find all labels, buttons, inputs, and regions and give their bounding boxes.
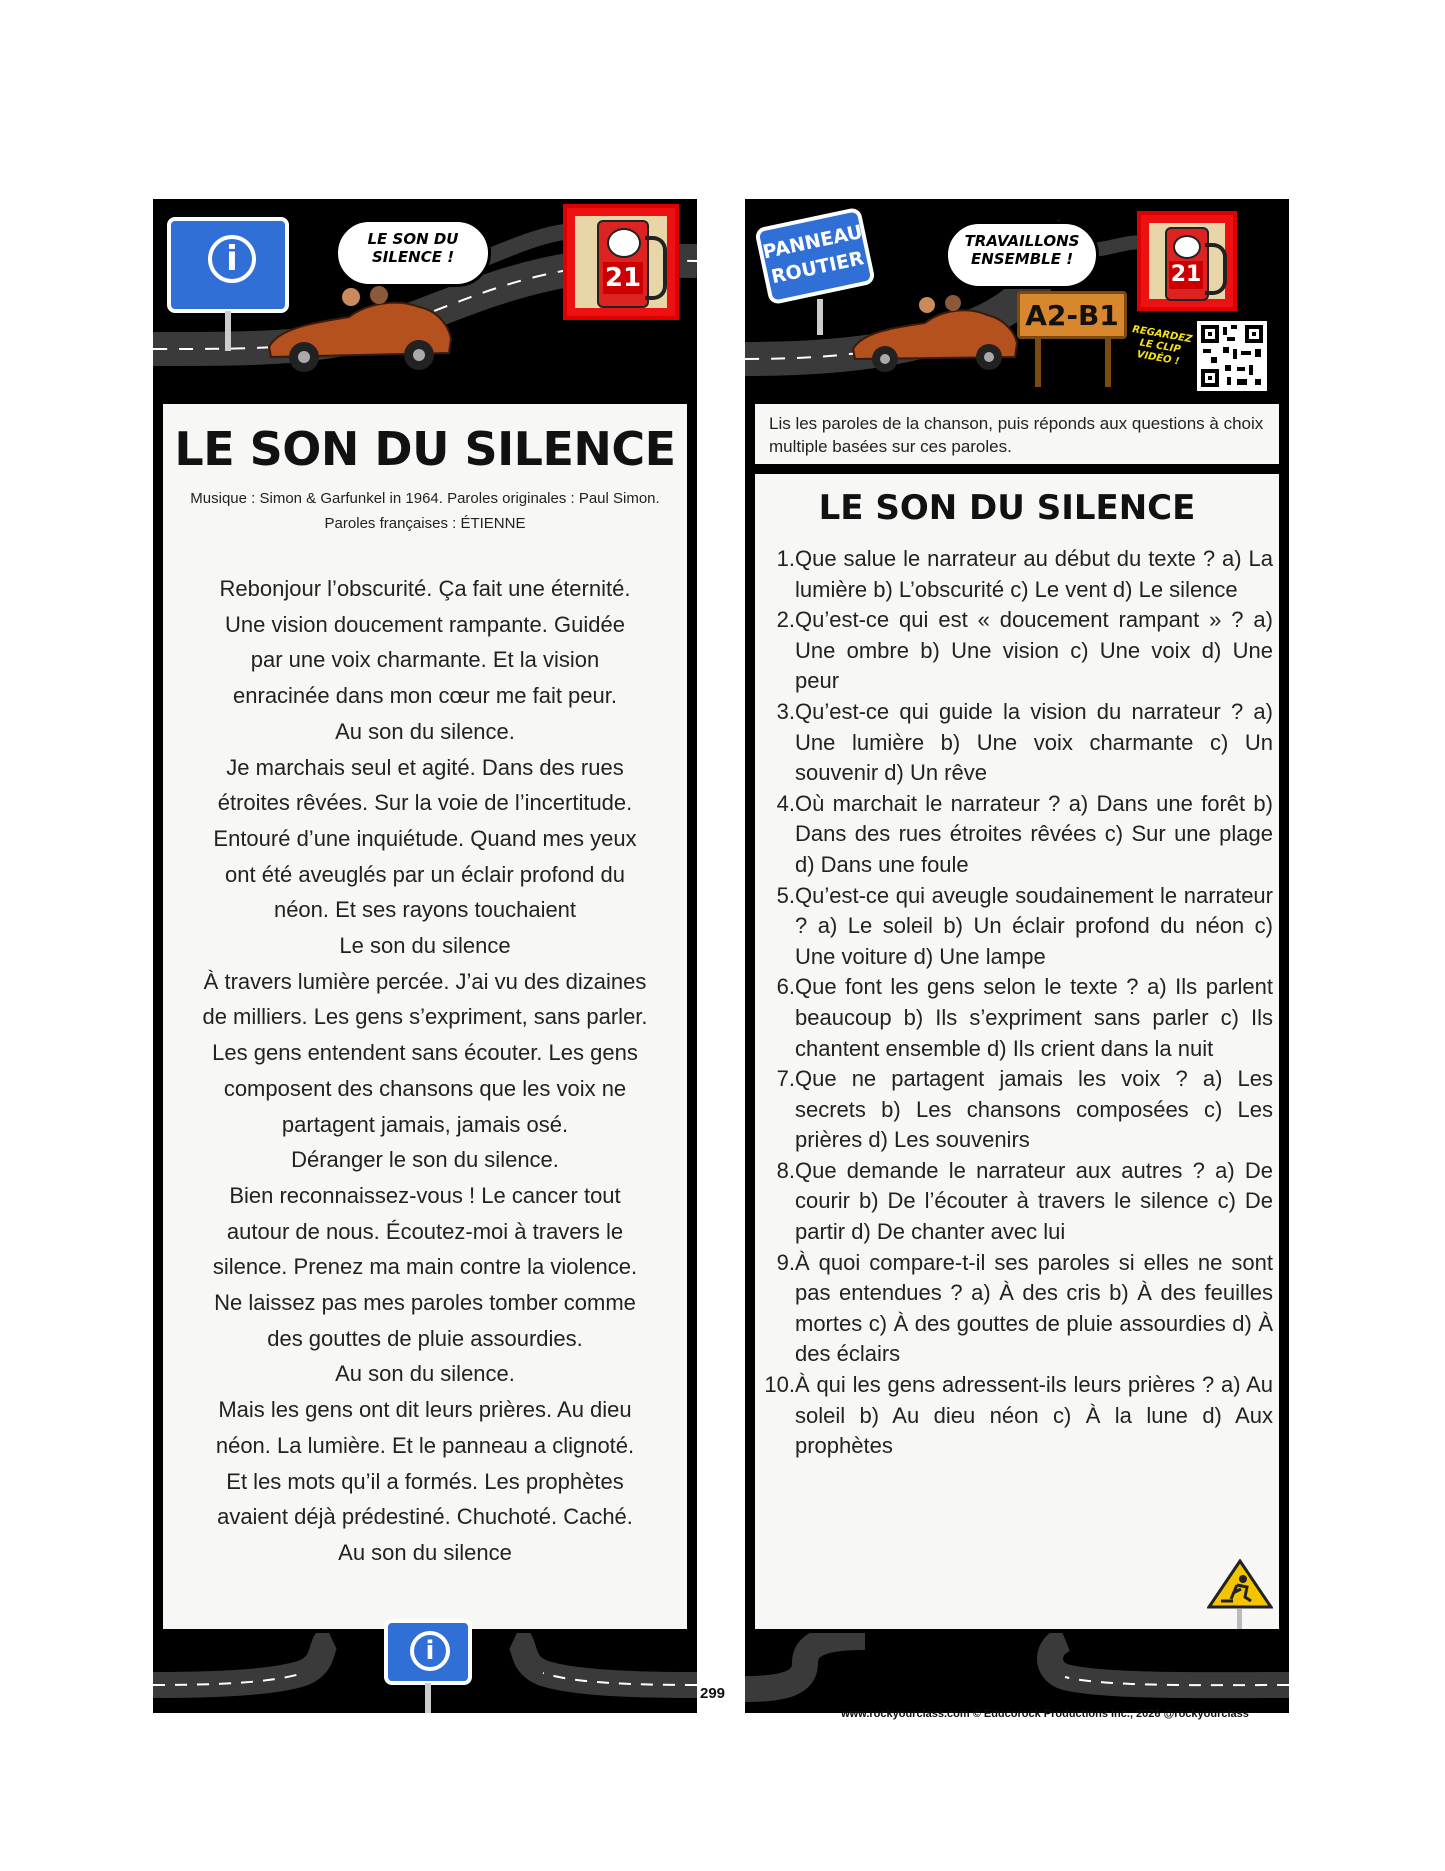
question-text: Que demande le narrateur aux autres ? a) De courir b) De l’écouter à travers le silence c) De partir d) De chanter avec lui [795,1157,1273,1245]
lyric-line: partagent jamais, jamais osé. [281,1111,569,1137]
question-item [761,605,1273,697]
page-number: 299 [700,1685,726,1702]
question-number: 5. [776,882,795,908]
question-text: Où marchait le narrateur ? a) Dans une forêt b) Dans des rues étroites rêvées c) Sur une plage d) Dans une foule [795,790,1273,877]
lyric-line: enracinée dans mon cœur me fait peur. [233,683,617,709]
level-sign: A2-B1 [1017,291,1127,339]
question-number: 9. [776,1249,795,1275]
lyrics-bookmark [153,199,697,1713]
instructions-text: Lis les paroles de la chanson, puis réponds aux questions à choix multiple basées sur ces paroles. [769,414,1264,456]
qr-code-icon[interactable] [1197,321,1267,391]
lyric-line: Le son du silence [339,933,511,959]
question-text: Que font les gens selon le texte ? a) Ils parlent beaucoup b) Ils s’expriment sans parler c) Ils chantent ensemble d) Ils crient dans la nuit [795,974,1273,1061]
lyric-line: Ne laissez pas mes paroles tomber comme [214,1290,636,1316]
lyric-line: néon. La lumière. Et le panneau a clignoté. [215,1432,635,1458]
lyric-line: Déranger le son du silence. [291,1147,559,1173]
sign-pole [225,311,231,351]
question-text: Que ne partagent jamais les voix ? a) Les secrets b) Les chansons composées c) Les prières d) Les souvenirs [795,1066,1273,1153]
question-number: 7. [776,1066,795,1092]
lyrics-title: LE SON DU SILENCE [174,422,676,476]
question-item [761,881,1273,973]
lyric-line: À travers lumière percée. J’ai vu des dizaines [203,968,647,994]
lyric-line: Mais les gens ont dit leurs prières. Au dieu [218,1397,632,1423]
question-text: À qui les gens adressent-ils leurs prières ? a) Au soleil b) Au dieu néon c) À la lune d) Aux prophètes [795,1372,1273,1459]
instructions-box [755,404,1279,464]
left-header [153,199,697,399]
lyric-line: néon. Et ses rayons touchaient [273,897,577,923]
info-sign-bottom-icon: i [384,1619,472,1685]
quiz-bookmark [745,199,1289,1713]
question-number: 1. [776,546,795,571]
wood-sign-post [1105,337,1111,387]
question-item [761,697,1273,789]
lyric-line: composent des chansons que les voix ne [223,1075,627,1101]
lyric-line: Et les mots qu’il a formés. Les prophètes [226,1468,624,1494]
lyric-line: de milliers. Les gens s’expriment, sans parler. [202,1004,648,1030]
lyric-line: Les gens entendent sans écouter. Les gens [212,1040,638,1066]
right-header [745,199,1289,399]
lyric-line: des gouttes de pluie assourdies. [267,1325,583,1351]
speech-bubble-text: LE SON DU SILENCE ! [367,230,459,266]
question-text: À quoi compare-t-il ses paroles si elles ne sont pas entendues ? a) À des cris b) À des feuilles mortes c) À des gouttes de pluie assourdies d) À des éclairs [795,1249,1273,1367]
question-number: 3. [776,698,795,724]
wood-sign-post [1035,337,1041,387]
lyric-line: ont été aveuglés par un éclair profond du [225,861,625,887]
panneau-routier-sign: PANNEAU ROUTIER [754,207,876,306]
speech-bubble-text: TRAVAILLONS ENSEMBLE ! [964,232,1080,268]
question-number: 6. [776,974,795,1000]
quiz-card [755,474,1279,1629]
car-icon [259,277,459,387]
question-item [761,1370,1273,1462]
question-text: Que salue le narrateur au début du texte ? a) La lumière b) L’obscurité c) Le vent d) Le silence [795,546,1273,602]
pump-number: 21 [1170,262,1202,287]
lyric-line: silence. Prenez ma main contre la violence. [212,1254,638,1280]
gas-pump-icon [563,204,679,320]
question-item [761,1156,1273,1248]
roadwork-sign-icon [1207,1559,1273,1629]
question-item [761,1064,1273,1156]
question-number: 10. [764,1372,795,1398]
question-number: 8. [776,1157,795,1183]
lyric-line: avaient déjà prédestiné. Chuchoté. Caché. [217,1504,633,1530]
question-item [761,972,1273,1064]
car-icon [845,287,1025,387]
gas-pump-icon [1137,211,1237,311]
question-text: Qu’est-ce qui guide la vision du narrateur ? a) Une lumière b) Une voix charmante c) Un souvenir d) Un rêve [795,698,1273,786]
speech-bubble [945,221,1099,289]
lyric-line: Au son du silence. [335,1361,515,1387]
question-list [761,544,1273,1462]
sign-pole [425,1683,431,1713]
sign-pole [817,299,823,335]
question-number: 4. [776,790,795,816]
lyric-line: autour de nous. Écoutez-moi à travers le [226,1218,624,1244]
lyric-line: étroites rêvées. Sur la voie de l’incertitude. [217,790,633,816]
pump-number: 21 [604,263,642,293]
question-item [761,544,1273,605]
song-credits: Musique : Simon & Garfunkel in 1964. Paroles originales : Paul Simon. Paroles françaises : ÉTIENNE [190,490,660,532]
lyric-line: Au son du silence. [335,718,515,744]
question-item [761,1248,1273,1370]
footer-credit: www.rockyourclass.com © Educorock Productions Inc., 2026 @rockyourclass [841,1708,1249,1720]
lyric-line: Une vision doucement rampante. Guidée [225,611,625,637]
quiz-title: LE SON DU SILENCE [818,488,1196,528]
lyric-line: Entouré d’une inquiétude. Quand mes yeux [213,825,637,851]
lyric-line: Rebonjour l’obscurité. Ça fait une éternité. [219,576,631,601]
question-number: 2. [776,607,795,633]
question-item [761,789,1273,881]
lyric-line: par une voix charmante. Et la vision [250,647,600,673]
lyric-line: Je marchais seul et agité. Dans des rues [226,754,624,780]
clip-video-label: REGARDEZ LE CLIP VIDÉO ! [1131,324,1193,368]
lyrics-card [163,404,687,1629]
footer-road [745,1633,1289,1713]
lyric-line: Au son du silence [338,1539,512,1565]
lyric-line: Bien reconnaissez-vous ! Le cancer tout [229,1182,621,1208]
question-text: Qu’est-ce qui est « doucement rampant » ? a) Une ombre b) Une vision c) Une voix d) Une peur [795,607,1273,694]
question-text: Qu’est-ce qui aveugle soudainement le narrateur ? a) Le soleil b) Un éclair profond du néon c) Une voiture d) Une lampe [795,882,1273,969]
info-sign-icon: i [167,217,289,313]
lyrics-text [171,571,679,1571]
